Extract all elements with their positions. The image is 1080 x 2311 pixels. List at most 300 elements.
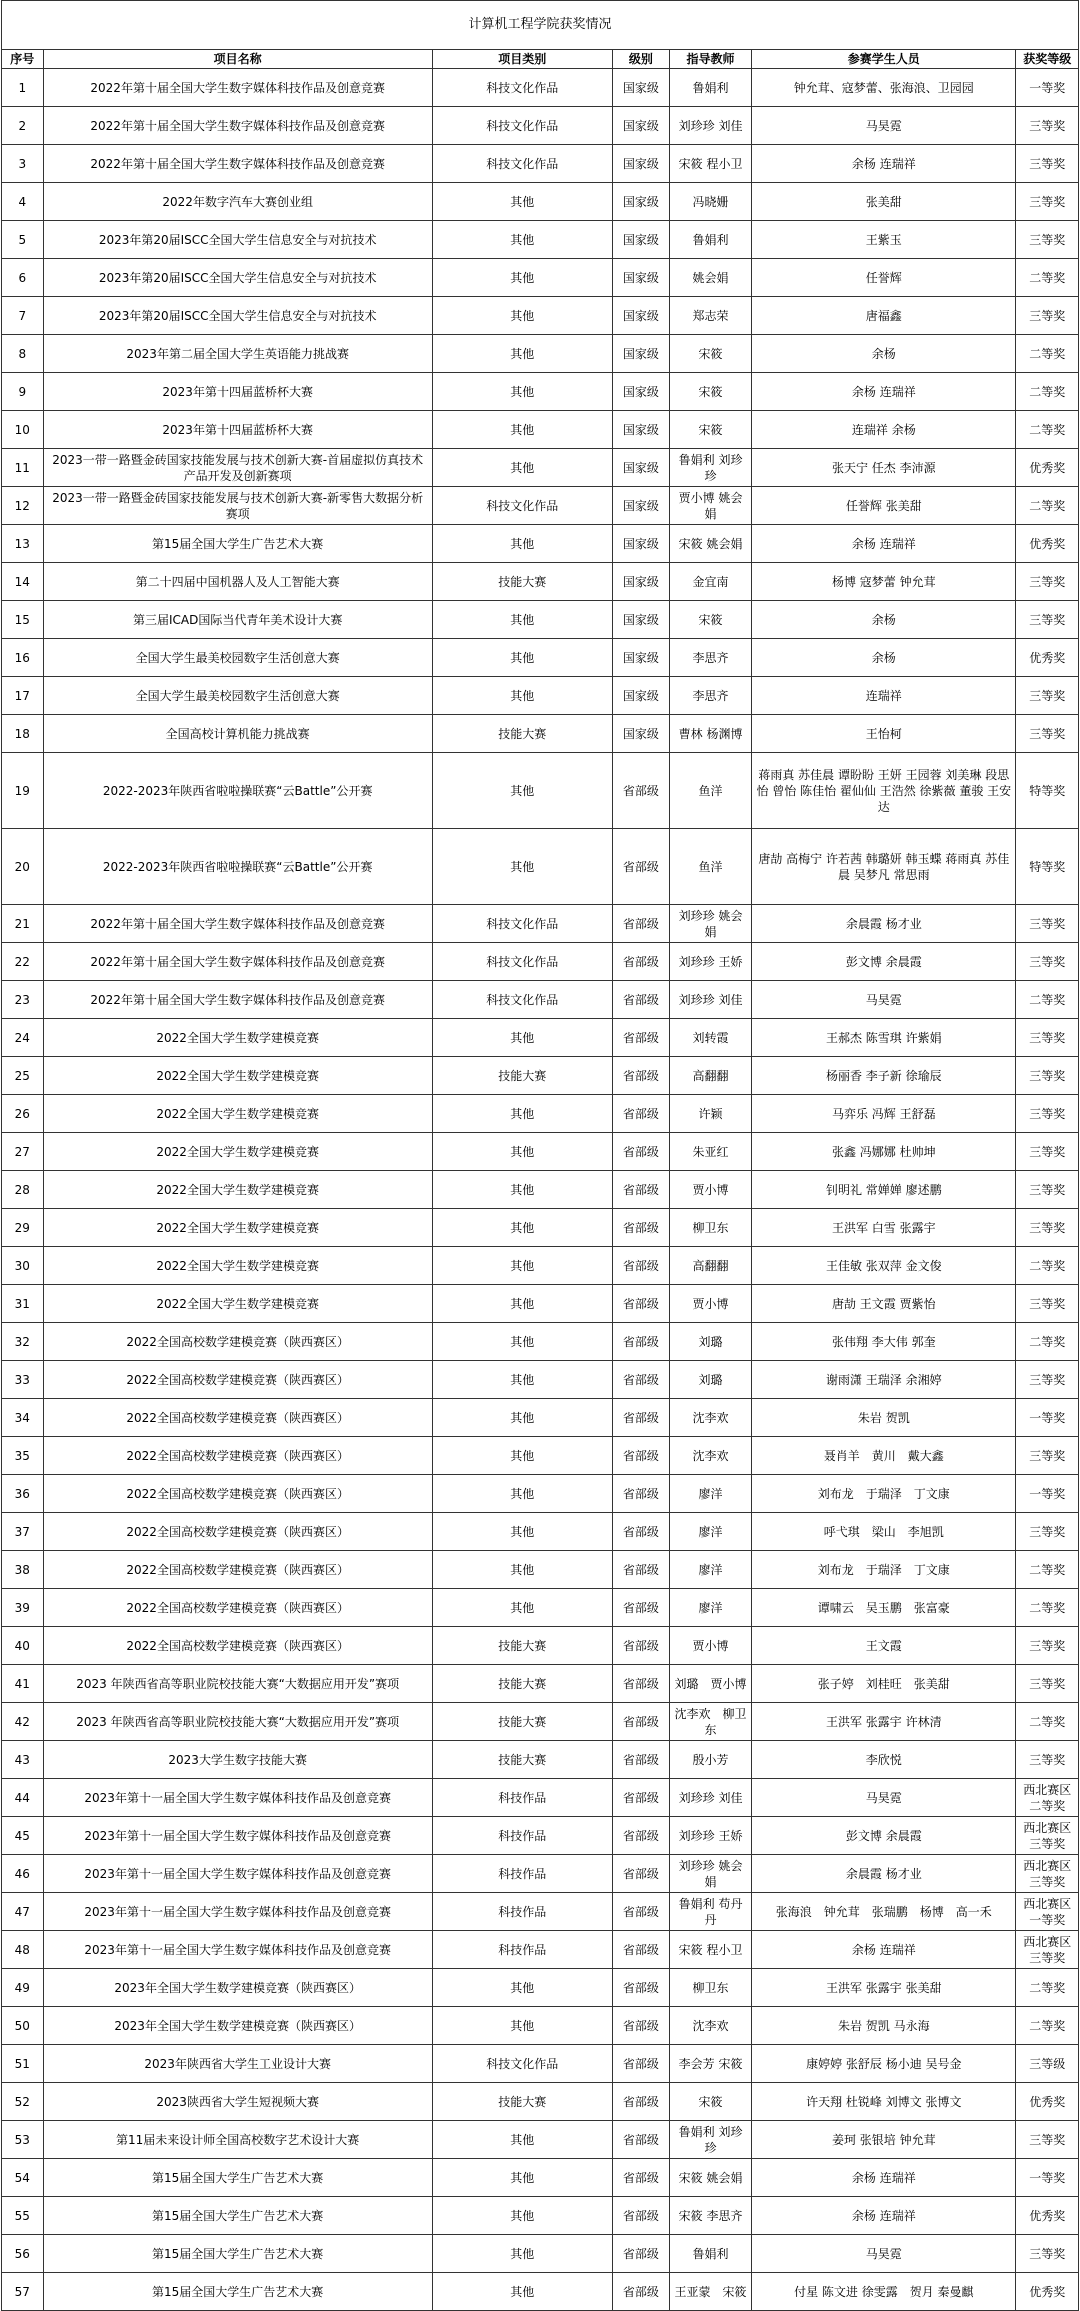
cell-award: 二等奖 (1016, 259, 1079, 297)
cell-level: 国家级 (612, 601, 669, 639)
cell-project-name: 2023年陕西省大学生工业设计大赛 (43, 2045, 432, 2083)
cell-category: 其他 (432, 1475, 612, 1513)
table-row (2, 563, 1079, 601)
cell-students: 余杨 连瑞祥 (752, 2159, 1016, 2197)
cell-award: 三等奖 (1016, 1361, 1079, 1399)
cell-award: 二等奖 (1016, 1323, 1079, 1361)
table-row (2, 183, 1079, 221)
cell-level: 省部级 (612, 981, 669, 1019)
cell-no: 1 (2, 69, 44, 107)
table-row (2, 1855, 1079, 1893)
cell-level: 省部级 (612, 1513, 669, 1551)
cell-category: 其他 (432, 183, 612, 221)
table-row (2, 335, 1079, 373)
cell-award: 三等奖 (1016, 107, 1079, 145)
cell-no: 21 (2, 905, 44, 943)
cell-category: 技能大赛 (432, 715, 612, 753)
cell-students: 马昊霓 (752, 107, 1016, 145)
cell-project-name: 2023年全国大学生数学建模竞赛（陕西赛区） (43, 1969, 432, 2007)
cell-students: 李欣悦 (752, 1741, 1016, 1779)
cell-project-name: 2022全国大学生数学建模竞赛 (43, 1209, 432, 1247)
cell-project-name: 2022年第十届全国大学生数字媒体科技作品及创意竞赛 (43, 69, 432, 107)
cell-category: 其他 (432, 1551, 612, 1589)
cell-category: 科技作品 (432, 1893, 612, 1931)
cell-teacher: 刘珍珍 姚会娟 (669, 905, 751, 943)
cell-category: 科技文化作品 (432, 487, 612, 525)
table-row (2, 1741, 1079, 1779)
cell-category: 其他 (432, 2121, 612, 2159)
cell-teacher: 刘珍珍 刘佳 (669, 107, 751, 145)
cell-teacher: 沈李欢 柳卫东 (669, 1703, 751, 1741)
cell-no: 11 (2, 449, 44, 487)
table-row (2, 2045, 1079, 2083)
cell-project-name: 2022全国高校数学建模竞赛（陕西赛区） (43, 1551, 432, 1589)
cell-category: 技能大赛 (432, 2083, 612, 2121)
table-row (2, 981, 1079, 1019)
cell-students: 唐福鑫 (752, 297, 1016, 335)
cell-no: 18 (2, 715, 44, 753)
cell-category: 其他 (432, 2007, 612, 2045)
table-row (2, 715, 1079, 753)
cell-teacher: 金宜南 (669, 563, 751, 601)
cell-level: 国家级 (612, 639, 669, 677)
cell-teacher: 殷小芳 (669, 1741, 751, 1779)
cell-students: 钊明礼 常婵婵 廖述鹏 (752, 1171, 1016, 1209)
cell-award: 一等奖 (1016, 1475, 1079, 1513)
cell-teacher: 刘璐 (669, 1361, 751, 1399)
cell-category: 其他 (432, 601, 612, 639)
cell-students: 付星 陈文进 徐雯露 贺月 秦曼麒 (752, 2273, 1016, 2311)
cell-no: 8 (2, 335, 44, 373)
cell-level: 省部级 (612, 2235, 669, 2273)
cell-teacher: 宋筱 (669, 335, 751, 373)
cell-teacher: 许颖 (669, 1095, 751, 1133)
table-row (2, 1133, 1079, 1171)
cell-category: 其他 (432, 677, 612, 715)
cell-students: 余杨 (752, 639, 1016, 677)
cell-project-name: 2023年第二届全国大学生英语能力挑战赛 (43, 335, 432, 373)
cell-award: 三等奖 (1016, 1171, 1079, 1209)
table-row (2, 1893, 1079, 1931)
cell-teacher: 姚会娟 (669, 259, 751, 297)
cell-award: 西北赛区三等奖 (1016, 1817, 1079, 1855)
cell-category: 技能大赛 (432, 1703, 612, 1741)
cell-teacher: 贾小博 姚会娟 (669, 487, 751, 525)
cell-no: 48 (2, 1931, 44, 1969)
cell-award: 三等奖 (1016, 1209, 1079, 1247)
cell-project-name: 第二十四届中国机器人及人工智能大赛 (43, 563, 432, 601)
cell-teacher: 柳卫东 (669, 1209, 751, 1247)
cell-no: 13 (2, 525, 44, 563)
cell-level: 国家级 (612, 259, 669, 297)
cell-project-name: 2023一带一路暨金砖国家技能发展与技术创新大赛-首届虚拟仿真技术产品开发及创新赛项 (43, 449, 432, 487)
table-row (2, 2159, 1079, 2197)
cell-students: 呼弋琪 梁山 李旭凯 (752, 1513, 1016, 1551)
cell-project-name: 2022全国高校数学建模竞赛（陕西赛区） (43, 1475, 432, 1513)
cell-category: 技能大赛 (432, 1057, 612, 1095)
table-title: 计算机工程学院获奖情况 (2, 1, 1079, 50)
cell-students: 马昊霓 (752, 981, 1016, 1019)
cell-level: 省部级 (612, 2045, 669, 2083)
cell-level: 省部级 (612, 1627, 669, 1665)
cell-teacher: 宋筱 (669, 411, 751, 449)
table-row (2, 1019, 1079, 1057)
cell-students: 余杨 连瑞祥 (752, 1931, 1016, 1969)
cell-students: 余杨 连瑞祥 (752, 373, 1016, 411)
cell-level: 省部级 (612, 1361, 669, 1399)
cell-award: 三等奖 (1016, 1133, 1079, 1171)
cell-teacher: 鲁娟利 刘珍珍 (669, 2121, 751, 2159)
cell-students: 钟允茸、寇梦蕾、张海浪、卫园园 (752, 69, 1016, 107)
cell-students: 张海浪 钟允茸 张瑞鹏 杨博 高一禾 (752, 1893, 1016, 1931)
table-row (2, 145, 1079, 183)
cell-no: 32 (2, 1323, 44, 1361)
cell-level: 省部级 (612, 905, 669, 943)
cell-award: 三等级 (1016, 2045, 1079, 2083)
cell-project-name: 2022-2023年陕西省啦啦操联赛“云Battle”公开赛 (43, 753, 432, 829)
cell-students: 余杨 连瑞祥 (752, 2197, 1016, 2235)
cell-students: 聂肖羊 黄川 戴大鑫 (752, 1437, 1016, 1475)
cell-teacher: 朱亚红 (669, 1133, 751, 1171)
cell-level: 省部级 (612, 1019, 669, 1057)
cell-level: 国家级 (612, 107, 669, 145)
cell-award: 三等奖 (1016, 1627, 1079, 1665)
cell-students: 杨丽香 李子新 徐瑜辰 (752, 1057, 1016, 1095)
cell-category: 科技文化作品 (432, 2045, 612, 2083)
cell-project-name: 2023年第十四届蓝桥杯大赛 (43, 373, 432, 411)
cell-category: 其他 (432, 1019, 612, 1057)
cell-project-name: 2023年第十一届全国大学生数字媒体科技作品及创意竞赛 (43, 1855, 432, 1893)
cell-level: 省部级 (612, 2197, 669, 2235)
cell-project-name: 2022全国高校数学建模竞赛（陕西赛区） (43, 1399, 432, 1437)
cell-award: 优秀奖 (1016, 639, 1079, 677)
cell-project-name: 第15届全国大学生广告艺术大赛 (43, 2273, 432, 2311)
cell-award: 二等奖 (1016, 981, 1079, 1019)
cell-no: 35 (2, 1437, 44, 1475)
cell-project-name: 2022年第十届全国大学生数字媒体科技作品及创意竞赛 (43, 107, 432, 145)
table-row (2, 449, 1079, 487)
cell-category: 其他 (432, 335, 612, 373)
cell-students: 张天宁 任杰 李沛源 (752, 449, 1016, 487)
cell-teacher: 鱼洋 (669, 829, 751, 905)
cell-award: 优秀奖 (1016, 525, 1079, 563)
cell-level: 省部级 (612, 1551, 669, 1589)
cell-no: 54 (2, 2159, 44, 2197)
cell-teacher: 刘珍珍 刘佳 (669, 981, 751, 1019)
table-row (2, 601, 1079, 639)
header-level: 级别 (612, 50, 669, 69)
cell-teacher: 宋筱 姚会娟 (669, 525, 751, 563)
cell-award: 三等奖 (1016, 1437, 1079, 1475)
cell-teacher: 李会芳 宋筱 (669, 2045, 751, 2083)
cell-level: 国家级 (612, 69, 669, 107)
cell-award: 三等奖 (1016, 183, 1079, 221)
table-row (2, 2273, 1079, 2311)
cell-level: 省部级 (612, 1741, 669, 1779)
cell-award: 三等奖 (1016, 943, 1079, 981)
cell-category: 技能大赛 (432, 1665, 612, 1703)
cell-award: 优秀奖 (1016, 2273, 1079, 2311)
cell-no: 17 (2, 677, 44, 715)
header-category: 项目类别 (432, 50, 612, 69)
cell-project-name: 2022年数字汽车大赛创业组 (43, 183, 432, 221)
table-row (2, 525, 1079, 563)
table-row (2, 943, 1079, 981)
header-project-name: 项目名称 (43, 50, 432, 69)
table-row (2, 1551, 1079, 1589)
cell-teacher: 廖洋 (669, 1551, 751, 1589)
cell-project-name: 第15届全国大学生广告艺术大赛 (43, 525, 432, 563)
header-award: 获奖等级 (1016, 50, 1079, 69)
cell-students: 谭啸云 吴玉鹏 张富豪 (752, 1589, 1016, 1627)
cell-level: 省部级 (612, 1095, 669, 1133)
cell-no: 45 (2, 1817, 44, 1855)
table-row (2, 1513, 1079, 1551)
cell-category: 科技作品 (432, 1817, 612, 1855)
cell-no: 39 (2, 1589, 44, 1627)
cell-students: 唐劼 王文霞 贾紫怡 (752, 1285, 1016, 1323)
cell-teacher: 沈李欢 (669, 2007, 751, 2045)
cell-no: 38 (2, 1551, 44, 1589)
cell-category: 科技作品 (432, 1779, 612, 1817)
cell-teacher: 刘珍珍 王娇 (669, 943, 751, 981)
cell-teacher: 宋筱 程小卫 (669, 1931, 751, 1969)
cell-category: 技能大赛 (432, 1741, 612, 1779)
cell-category: 其他 (432, 1399, 612, 1437)
cell-level: 省部级 (612, 1399, 669, 1437)
cell-level: 省部级 (612, 1057, 669, 1095)
table-row (2, 1095, 1079, 1133)
cell-level: 省部级 (612, 1703, 669, 1741)
cell-teacher: 曹林 杨渊博 (669, 715, 751, 753)
cell-level: 省部级 (612, 1323, 669, 1361)
cell-no: 4 (2, 183, 44, 221)
cell-teacher: 沈李欢 (669, 1437, 751, 1475)
cell-project-name: 2022年第十届全国大学生数字媒体科技作品及创意竞赛 (43, 943, 432, 981)
cell-award: 优秀奖 (1016, 2197, 1079, 2235)
cell-students: 余杨 连瑞祥 (752, 145, 1016, 183)
table-row (2, 1323, 1079, 1361)
cell-no: 6 (2, 259, 44, 297)
cell-no: 31 (2, 1285, 44, 1323)
cell-level: 省部级 (612, 829, 669, 905)
cell-award: 三等奖 (1016, 221, 1079, 259)
cell-level: 省部级 (612, 2273, 669, 2311)
cell-project-name: 2023年全国大学生数学建模竞赛（陕西赛区） (43, 2007, 432, 2045)
cell-project-name: 2022全国大学生数学建模竞赛 (43, 1057, 432, 1095)
cell-no: 30 (2, 1247, 44, 1285)
cell-category: 其他 (432, 829, 612, 905)
cell-level: 国家级 (612, 487, 669, 525)
cell-project-name: 2022全国大学生数学建模竞赛 (43, 1133, 432, 1171)
cell-award: 三等奖 (1016, 145, 1079, 183)
table-row (2, 411, 1079, 449)
cell-award: 三等奖 (1016, 2121, 1079, 2159)
cell-category: 科技作品 (432, 1855, 612, 1893)
cell-project-name: 全国大学生最美校园数字生活创意大赛 (43, 639, 432, 677)
cell-category: 科技文化作品 (432, 69, 612, 107)
cell-no: 3 (2, 145, 44, 183)
cell-students: 张美甜 (752, 183, 1016, 221)
cell-project-name: 2022全国高校数学建模竞赛（陕西赛区） (43, 1513, 432, 1551)
cell-category: 科技作品 (432, 1931, 612, 1969)
cell-award: 二等奖 (1016, 373, 1079, 411)
cell-no: 25 (2, 1057, 44, 1095)
table-row (2, 1247, 1079, 1285)
cell-project-name: 第11届未来设计师全国高校数字艺术设计大赛 (43, 2121, 432, 2159)
table-row (2, 905, 1079, 943)
cell-teacher: 柳卫东 (669, 1969, 751, 2007)
cell-teacher: 鲁娟利 刘珍珍 (669, 449, 751, 487)
table-row (2, 2007, 1079, 2045)
cell-category: 科技文化作品 (432, 981, 612, 1019)
table-row (2, 487, 1079, 525)
table-row (2, 1817, 1079, 1855)
cell-category: 其他 (432, 2273, 612, 2311)
cell-level: 国家级 (612, 297, 669, 335)
cell-teacher: 鱼洋 (669, 753, 751, 829)
cell-teacher: 刘珍珍 姚会娟 (669, 1855, 751, 1893)
cell-award: 特等奖 (1016, 753, 1079, 829)
cell-students: 王怡柯 (752, 715, 1016, 753)
table-row (2, 1399, 1079, 1437)
cell-project-name: 2022全国高校数学建模竞赛（陕西赛区） (43, 1589, 432, 1627)
cell-teacher: 郑志荣 (669, 297, 751, 335)
cell-no: 56 (2, 2235, 44, 2273)
cell-students: 王洪军 张露宇 许林清 (752, 1703, 1016, 1741)
table-row (2, 2083, 1079, 2121)
cell-no: 5 (2, 221, 44, 259)
cell-project-name: 2022年第十届全国大学生数字媒体科技作品及创意竞赛 (43, 905, 432, 943)
table-row (2, 221, 1079, 259)
cell-level: 国家级 (612, 221, 669, 259)
cell-level: 国家级 (612, 145, 669, 183)
cell-level: 省部级 (612, 1285, 669, 1323)
cell-teacher: 高翻翻 (669, 1057, 751, 1095)
cell-teacher: 鲁娟利 (669, 221, 751, 259)
cell-award: 一等奖 (1016, 2159, 1079, 2197)
cell-category: 其他 (432, 297, 612, 335)
cell-teacher: 鲁娟利 (669, 69, 751, 107)
cell-project-name: 2022全国高校数学建模竞赛（陕西赛区） (43, 1627, 432, 1665)
cell-category: 其他 (432, 1171, 612, 1209)
cell-no: 16 (2, 639, 44, 677)
cell-students: 刘布龙 于瑞泽 丁文康 (752, 1475, 1016, 1513)
cell-level: 省部级 (612, 2007, 669, 2045)
cell-students: 王文霞 (752, 1627, 1016, 1665)
cell-award: 三等奖 (1016, 1095, 1079, 1133)
cell-students: 余晨霞 杨才业 (752, 905, 1016, 943)
cell-students: 马弈乐 冯辉 王舒磊 (752, 1095, 1016, 1133)
cell-no: 57 (2, 2273, 44, 2311)
cell-award: 二等奖 (1016, 1589, 1079, 1627)
cell-students: 谢雨潇 王瑞泽 余湘婷 (752, 1361, 1016, 1399)
cell-no: 12 (2, 487, 44, 525)
cell-project-name: 2022-2023年陕西省啦啦操联赛“云Battle”公开赛 (43, 829, 432, 905)
table-row (2, 1931, 1079, 1969)
cell-no: 49 (2, 1969, 44, 2007)
cell-no: 10 (2, 411, 44, 449)
cell-award: 优秀奖 (1016, 2083, 1079, 2121)
cell-category: 其他 (432, 2235, 612, 2273)
table-row (2, 2121, 1079, 2159)
cell-level: 省部级 (612, 1817, 669, 1855)
table-row (2, 297, 1079, 335)
cell-students: 连瑞祥 (752, 677, 1016, 715)
cell-level: 国家级 (612, 449, 669, 487)
cell-category: 其他 (432, 753, 612, 829)
cell-students: 朱岩 贺凯 (752, 1399, 1016, 1437)
cell-teacher: 刘璐 (669, 1323, 751, 1361)
cell-award: 三等奖 (1016, 2235, 1079, 2273)
cell-level: 国家级 (612, 715, 669, 753)
cell-level: 省部级 (612, 1855, 669, 1893)
cell-category: 科技文化作品 (432, 145, 612, 183)
cell-level: 省部级 (612, 943, 669, 981)
cell-students: 姜珂 张银培 钟允茸 (752, 2121, 1016, 2159)
cell-students: 王洪军 白雪 张露宇 (752, 1209, 1016, 1247)
cell-teacher: 廖洋 (669, 1475, 751, 1513)
cell-project-name: 第15届全国大学生广告艺术大赛 (43, 2197, 432, 2235)
cell-students: 张伟翔 李大伟 郭奎 (752, 1323, 1016, 1361)
cell-level: 省部级 (612, 1969, 669, 2007)
cell-students: 王郝杰 陈雪琪 许紫娟 (752, 1019, 1016, 1057)
cell-level: 省部级 (612, 1209, 669, 1247)
cell-students: 连瑞祥 余杨 (752, 411, 1016, 449)
cell-project-name: 2022全国大学生数学建模竞赛 (43, 1285, 432, 1323)
cell-award: 三等奖 (1016, 1019, 1079, 1057)
cell-award: 西北赛区三等奖 (1016, 1931, 1079, 1969)
cell-level: 省部级 (612, 1171, 669, 1209)
cell-project-name: 2022年第十届全国大学生数字媒体科技作品及创意竞赛 (43, 145, 432, 183)
cell-project-name: 2023年第十一届全国大学生数字媒体科技作品及创意竞赛 (43, 1817, 432, 1855)
cell-category: 其他 (432, 1133, 612, 1171)
cell-students: 杨博 寇梦蕾 钟允茸 (752, 563, 1016, 601)
cell-project-name: 2022全国高校数学建模竞赛（陕西赛区） (43, 1437, 432, 1475)
cell-teacher: 宋筱 (669, 2083, 751, 2121)
cell-project-name: 2023年第20届ISCC全国大学生信息安全与对抗技术 (43, 221, 432, 259)
cell-teacher: 廖洋 (669, 1589, 751, 1627)
cell-level: 省部级 (612, 1893, 669, 1931)
cell-level: 省部级 (612, 1437, 669, 1475)
cell-category: 其他 (432, 639, 612, 677)
cell-project-name: 2023 年陕西省高等职业院校技能大赛“大数据应用开发”赛项 (43, 1703, 432, 1741)
cell-no: 37 (2, 1513, 44, 1551)
cell-teacher: 宋筱 程小卫 (669, 145, 751, 183)
table-row (2, 1361, 1079, 1399)
cell-project-name: 2022全国高校数学建模竞赛（陕西赛区） (43, 1361, 432, 1399)
cell-students: 王佳敏 张双萍 金文俊 (752, 1247, 1016, 1285)
cell-teacher: 廖洋 (669, 1513, 751, 1551)
cell-no: 22 (2, 943, 44, 981)
cell-category: 技能大赛 (432, 1627, 612, 1665)
table-row (2, 1703, 1079, 1741)
cell-students: 彭文博 余晨霞 (752, 943, 1016, 981)
cell-students: 马昊霓 (752, 1779, 1016, 1817)
cell-students: 马昊霓 (752, 2235, 1016, 2273)
cell-no: 36 (2, 1475, 44, 1513)
cell-award: 二等奖 (1016, 1247, 1079, 1285)
cell-students: 余杨 (752, 601, 1016, 639)
cell-no: 44 (2, 1779, 44, 1817)
cell-level: 省部级 (612, 2121, 669, 2159)
cell-category: 其他 (432, 411, 612, 449)
cell-teacher: 李思齐 (669, 639, 751, 677)
cell-students: 余晨霞 杨才业 (752, 1855, 1016, 1893)
cell-category: 其他 (432, 373, 612, 411)
cell-level: 省部级 (612, 1133, 669, 1171)
cell-teacher: 贾小博 (669, 1171, 751, 1209)
